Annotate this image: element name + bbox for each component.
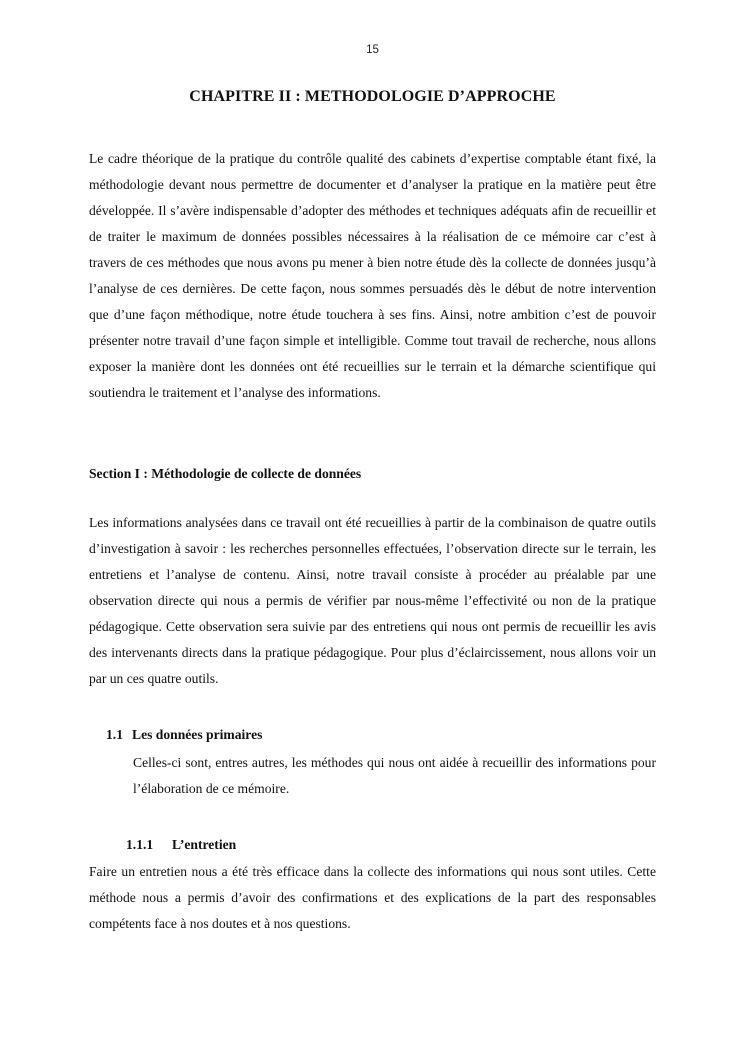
- section-1-paragraph: Les informations analysées dans ce travail ont été recueillies à partir de la combinaison de quatre outils d’investigation à savoir : les recherches personnelles effectuées, l’observation directe sur le terrain, les entretiens et l’analyse de contenu. Ainsi, notre travail consiste à procéder au préalable par une observation directe qui nous a permis de vérifier par nous-même l’effectivité ou non de la pratique pédagogique. Cette observation sera suivie par des entretiens qui nous ont permis de recueillir les avis des intervenants directs dans la pratique pédagogique. Pour plus d’éclaircissement, nous allons voir un par un ces quatre outils.: [89, 515, 656, 686]
- subsection-1-1-1-number: 1.1.1: [126, 837, 154, 852]
- section-1-heading: Section I : Méthodologie de collecte de données: [89, 466, 362, 481]
- subsection-1-1-heading: [106, 725, 262, 745]
- subsection-1-1-paragraph: Celles-ci sont, entres autres, les méthodes qui nous ont aidée à recueillir des informations pour l’élaboration de ce mémoire.: [133, 755, 656, 796]
- page-number: 15: [366, 44, 379, 56]
- subsection-1-1-1-title: L’entretien: [172, 837, 237, 852]
- intro-paragraph: Le cadre théorique de la pratique du contrôle qualité des cabinets d’expertise comptable étant fixé, la méthodologie devant nous permettre de documenter et d’analyser la pratique en la matière peut être développée. Il s’avère indispensable d’adopter des méthodes et techniques adéquats afin de recueillir et de traiter le maximum de données possibles nécessaires à la réalisation de ce mémoire car c’est à travers de ces méthodes que nous avons pu mener à bien notre étude dès la collecte de données jusqu’à l’analyse de ces dernières. De cette façon, nous sommes persuadés dès le début de notre intervention que d’une façon méthodique, notre étude touchera à ses fins. Ainsi, notre ambition c’est de pouvoir présenter notre travail d’une façon simple et intelligible. Comme tout travail de recherche, nous allons exposer la manière dont les données ont été recueillies sur le terrain et la démarche scientifique qui soutiendra le traitement et l’analyse des informations.: [89, 151, 656, 400]
- subsection-1-1-1-heading: [126, 835, 236, 855]
- subsection-1-1-number: 1.1: [106, 727, 123, 742]
- chapter-title: CHAPITRE II : METHODOLOGIE D’APPROCHE: [189, 88, 556, 105]
- subsection-1-1-1-paragraph: Faire un entretien nous a été très efficace dans la collecte des informations qui nous sont utiles. Cette méthode nous a permis d’avoir des confirmations et des explications de la part des responsables compétents face à nos doutes et à nos questions.: [89, 864, 656, 931]
- subsection-1-1-title: Les données primaires: [132, 727, 263, 742]
